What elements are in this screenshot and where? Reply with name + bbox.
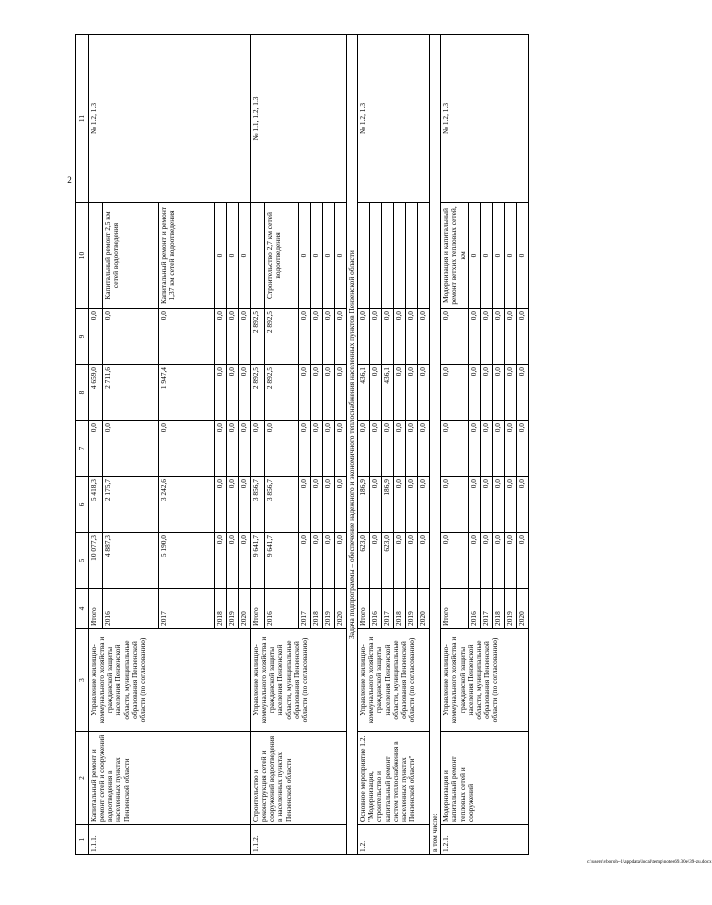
amount-cell: 0,0	[516, 477, 528, 533]
item-number: 1.2.	[358, 825, 430, 855]
amount-cell: 623,0	[358, 533, 370, 589]
responsible-executor: Управление жилищно-коммунального хозяйства и гражданской защиты населения Пензенской области, муниципальные образования Пензенской области (по согласованию)	[251, 629, 347, 732]
year-cell: 2019	[227, 589, 239, 629]
amount-cell: 2 892,5	[265, 309, 299, 365]
year-cell: 2018	[215, 589, 227, 629]
amount-cell: 0,0	[394, 421, 406, 477]
file-path-footer: c:\users\vboroh~1\appdata\local\temp\notes69.30e\39-zu.docx	[587, 860, 712, 865]
reference-cell: № 1.1, 1.2, 1.3	[251, 35, 347, 203]
item-name: Основное мероприятие 1.2. "Модернизация, строительство и капитальный ремонт систем теплоснабжения в населенных пунктах Пензенской области"	[358, 732, 430, 825]
amount-cell: 0,0	[299, 477, 311, 533]
amount-cell: 0,0	[468, 421, 480, 477]
amount-cell: 0,0	[516, 533, 528, 589]
column-number-row	[76, 35, 89, 855]
amount-cell: 436,1	[382, 365, 394, 421]
amount-cell: 0,0	[394, 533, 406, 589]
amount-cell: 0,0	[103, 309, 159, 365]
amount-cell: 0,0	[492, 309, 504, 365]
amount-cell: 0,0	[159, 309, 215, 365]
indicator-cell: 0	[239, 203, 251, 309]
amount-cell: 0,0	[516, 421, 528, 477]
amount-cell: 0,0	[335, 533, 347, 589]
indicator-cell: 0	[311, 203, 323, 309]
amount-cell: 4 659,0	[89, 365, 103, 421]
amount-cell: 0,0	[406, 421, 418, 477]
amount-cell: 5 190,0	[159, 533, 215, 589]
amount-cell: 0,0	[227, 533, 239, 589]
task-caption: Задача подпрограммы – обеспечение надежного и экономичного теплоснабжения населенных пунктов Пензенской области	[347, 35, 358, 855]
amount-cell: 0,0	[480, 309, 492, 365]
amount-cell: 0,0	[311, 365, 323, 421]
amount-cell: 0,0	[323, 309, 335, 365]
amount-cell: 2 892,5	[265, 365, 299, 421]
indicator-cell: 0	[504, 203, 516, 309]
amount-cell: 9 641,7	[251, 533, 265, 589]
amount-cell: 0,0	[215, 421, 227, 477]
amount-cell: 0,0	[441, 533, 468, 589]
amount-cell: 0,0	[311, 309, 323, 365]
amount-cell: 0,0	[504, 533, 516, 589]
amount-cell: 2 892,5	[251, 309, 265, 365]
amount-cell: 0,0	[227, 309, 239, 365]
amount-cell: 3 242,6	[159, 477, 215, 533]
indicator-cell: 0	[335, 203, 347, 309]
amount-cell: 0,0	[299, 309, 311, 365]
amount-cell: 3 856,7	[251, 477, 265, 533]
indicator-cell	[406, 203, 418, 309]
amount-cell: 0,0	[492, 533, 504, 589]
year-cell: 2020	[418, 589, 430, 629]
amount-cell: 0,0	[251, 421, 265, 477]
reference-cell: № 1.2, 1.3	[441, 35, 528, 203]
year-cell: 2016	[468, 589, 480, 629]
table-row	[441, 35, 468, 855]
amount-cell: 0,0	[406, 477, 418, 533]
amount-cell: 0,0	[299, 421, 311, 477]
indicator-cell: 0	[323, 203, 335, 309]
item-name: Капитальный ремонт и ремонт сетей и сооружений водоотведения в населенных пунктах Пензенской области	[89, 732, 251, 825]
table-row	[251, 35, 265, 855]
year-cell: 2020	[516, 589, 528, 629]
indicator-cell	[89, 203, 103, 309]
indicator-cell	[370, 203, 382, 309]
amount-cell: 0,0	[406, 533, 418, 589]
amount-cell: 0,0	[516, 365, 528, 421]
year-cell: Итого	[358, 589, 370, 629]
indicator-cell: Строительство 2,7 км сетей водоотведения	[265, 203, 299, 309]
year-cell: 2018	[394, 589, 406, 629]
amount-cell: 5 418,3	[89, 477, 103, 533]
year-cell: Итого	[89, 589, 103, 629]
amount-cell: 1 947,4	[159, 365, 215, 421]
amount-cell: 186,9	[358, 477, 370, 533]
amount-cell: 0,0	[480, 365, 492, 421]
col-header: 8	[76, 365, 89, 421]
col-header: 7	[76, 421, 89, 477]
col-header: 9	[76, 309, 89, 365]
year-cell: 2017	[299, 589, 311, 629]
item-number: 1.1.1.	[89, 825, 251, 855]
table-row	[89, 35, 103, 855]
amount-cell: 0,0	[418, 421, 430, 477]
indicator-cell	[382, 203, 394, 309]
indicator-cell: Капитальный ремонт и ремонт 1,37 км сетей водоотведения	[159, 203, 215, 309]
amount-cell: 0,0	[299, 533, 311, 589]
amount-cell: 0,0	[370, 533, 382, 589]
amount-cell: 0,0	[504, 309, 516, 365]
amount-cell: 0,0	[299, 365, 311, 421]
amount-cell: 0,0	[516, 309, 528, 365]
amount-cell: 9 641,7	[265, 533, 299, 589]
amount-cell: 0,0	[89, 421, 103, 477]
amount-cell: 0,0	[480, 533, 492, 589]
amount-cell: 10 077,3	[89, 533, 103, 589]
amount-cell: 0,0	[441, 365, 468, 421]
amount-cell: 0,0	[311, 477, 323, 533]
amount-cell: 0,0	[323, 365, 335, 421]
rotated-document-page	[75, 35, 526, 855]
page-number: 2	[67, 175, 72, 185]
indicator-cell: 0	[468, 203, 480, 309]
amount-cell: 0,0	[311, 421, 323, 477]
year-cell: 2017	[159, 589, 215, 629]
amount-cell: 0,0	[335, 309, 347, 365]
amount-cell: 0,0	[418, 477, 430, 533]
amount-cell: 0,0	[418, 365, 430, 421]
amount-cell: 0,0	[103, 421, 159, 477]
amount-cell: 0,0	[406, 365, 418, 421]
amount-cell: 3 856,7	[265, 477, 299, 533]
year-cell: 2018	[492, 589, 504, 629]
indicator-cell: 0	[215, 203, 227, 309]
amount-cell: 0,0	[504, 421, 516, 477]
amount-cell: 0,0	[358, 421, 370, 477]
amount-cell: 0,0	[382, 421, 394, 477]
amount-cell: 4 887,3	[103, 533, 159, 589]
col-header: 4	[76, 589, 89, 629]
amount-cell: 2 711,6	[103, 365, 159, 421]
amount-cell: 0,0	[159, 421, 215, 477]
year-cell: 2019	[504, 589, 516, 629]
col-header: 3	[76, 629, 89, 732]
amount-cell: 0,0	[215, 533, 227, 589]
col-header: 6	[76, 477, 89, 533]
col-header: 1	[76, 825, 89, 855]
indicator-cell: 0	[299, 203, 311, 309]
item-name: Модернизация и капитальный ремонт тепловых сетей и сооружений	[441, 732, 528, 825]
amount-cell: 0,0	[239, 365, 251, 421]
col-header: 11	[76, 35, 89, 203]
item-number: 1.2.1.	[441, 825, 528, 855]
task-row	[347, 35, 358, 855]
amount-cell: 0,0	[335, 477, 347, 533]
amount-cell: 0,0	[418, 309, 430, 365]
indicator-cell	[251, 203, 265, 309]
amount-cell: 0,0	[418, 533, 430, 589]
col-header: 2	[76, 732, 89, 825]
item-number: 1.1.2.	[251, 825, 347, 855]
amount-cell: 0,0	[89, 309, 103, 365]
amount-cell: 0,0	[370, 477, 382, 533]
item-name: Строительство и реконструкция сетей и сооружений водоотведения в населенных пунктах Пензенской области	[251, 732, 347, 825]
amount-cell: 0,0	[480, 477, 492, 533]
year-cell: 2016	[103, 589, 159, 629]
amount-cell: 0,0	[215, 309, 227, 365]
including-caption: в том числе:	[430, 35, 441, 855]
amount-cell: 0,0	[441, 477, 468, 533]
amount-cell: 0,0	[323, 533, 335, 589]
indicator-cell: 0	[480, 203, 492, 309]
amount-cell: 0,0	[406, 309, 418, 365]
amount-cell: 0,0	[492, 365, 504, 421]
amount-cell: 0,0	[504, 365, 516, 421]
year-cell: 2019	[406, 589, 418, 629]
amount-cell: 0,0	[323, 421, 335, 477]
amount-cell: 0,0	[382, 309, 394, 365]
amount-cell: 436,1	[358, 365, 370, 421]
amount-cell: 623,0	[382, 533, 394, 589]
year-cell: 2020	[239, 589, 251, 629]
amount-cell: 0,0	[370, 365, 382, 421]
indicator-cell: 0	[516, 203, 528, 309]
amount-cell: 0,0	[239, 309, 251, 365]
indicator-cell: Модернизация и капитальный ремонт ветхих тепловых сетей, км	[441, 203, 468, 309]
amount-cell: 0,0	[468, 309, 480, 365]
amount-cell: 0,0	[394, 309, 406, 365]
year-cell: 2018	[311, 589, 323, 629]
including-row	[430, 35, 441, 855]
amount-cell: 2 175,7	[103, 477, 159, 533]
amount-cell: 0,0	[239, 477, 251, 533]
year-cell: 2016	[370, 589, 382, 629]
amount-cell: 0,0	[394, 477, 406, 533]
amount-cell: 0,0	[335, 365, 347, 421]
amount-cell: 0,0	[239, 421, 251, 477]
year-cell: 2017	[480, 589, 492, 629]
amount-cell: 0,0	[239, 533, 251, 589]
reference-cell: № 1.2, 1.3	[89, 35, 251, 203]
amount-cell: 0,0	[215, 477, 227, 533]
amount-cell: 2 892,5	[251, 365, 265, 421]
amount-cell: 0,0	[370, 309, 382, 365]
amount-cell: 0,0	[370, 421, 382, 477]
reference-cell: № 1.2, 1.3	[358, 35, 430, 203]
amount-cell: 0,0	[215, 365, 227, 421]
table-row	[358, 35, 370, 855]
col-header: 10	[76, 203, 89, 309]
indicator-cell: 0	[227, 203, 239, 309]
year-cell: 2020	[335, 589, 347, 629]
amount-cell: 0,0	[492, 421, 504, 477]
amount-cell: 0,0	[227, 421, 239, 477]
amount-cell: 0,0	[441, 309, 468, 365]
amount-cell: 186,9	[382, 477, 394, 533]
responsible-executor: Управление жилищно-коммунального хозяйства и гражданской защиты населения Пензенской области, муниципальные образования Пензенской области (по согласованию)	[441, 629, 528, 732]
program-table	[75, 34, 529, 855]
year-cell: 2019	[323, 589, 335, 629]
year-cell: 2017	[382, 589, 394, 629]
amount-cell: 0,0	[358, 309, 370, 365]
amount-cell: 0,0	[441, 421, 468, 477]
indicator-cell	[418, 203, 430, 309]
amount-cell: 0,0	[323, 477, 335, 533]
amount-cell: 0,0	[311, 533, 323, 589]
amount-cell: 0,0	[265, 421, 299, 477]
amount-cell: 0,0	[468, 477, 480, 533]
indicator-cell: 0	[492, 203, 504, 309]
amount-cell: 0,0	[468, 365, 480, 421]
responsible-executor: Управление жилищно-коммунального хозяйства и гражданской защиты населения Пензенской области, муниципальные образования Пензенской области (по согласованию)	[358, 629, 430, 732]
indicator-cell	[358, 203, 370, 309]
amount-cell: 0,0	[480, 421, 492, 477]
amount-cell: 0,0	[504, 477, 516, 533]
year-cell: 2016	[265, 589, 299, 629]
indicator-cell	[394, 203, 406, 309]
col-header: 5	[76, 533, 89, 589]
amount-cell: 0,0	[227, 477, 239, 533]
indicator-cell: Капитальный ремонт 2,5 км сетей водоотведения	[103, 203, 159, 309]
amount-cell: 0,0	[335, 421, 347, 477]
year-cell: Итого	[441, 589, 468, 629]
responsible-executor: Управление жилищно-коммунального хозяйства и гражданской защиты населения Пензенской области, муниципальные образования Пензенской области (по согласованию)	[89, 629, 251, 732]
amount-cell: 0,0	[468, 533, 480, 589]
amount-cell: 0,0	[227, 365, 239, 421]
amount-cell: 0,0	[394, 365, 406, 421]
amount-cell: 0,0	[492, 477, 504, 533]
year-cell: Итого	[251, 589, 265, 629]
